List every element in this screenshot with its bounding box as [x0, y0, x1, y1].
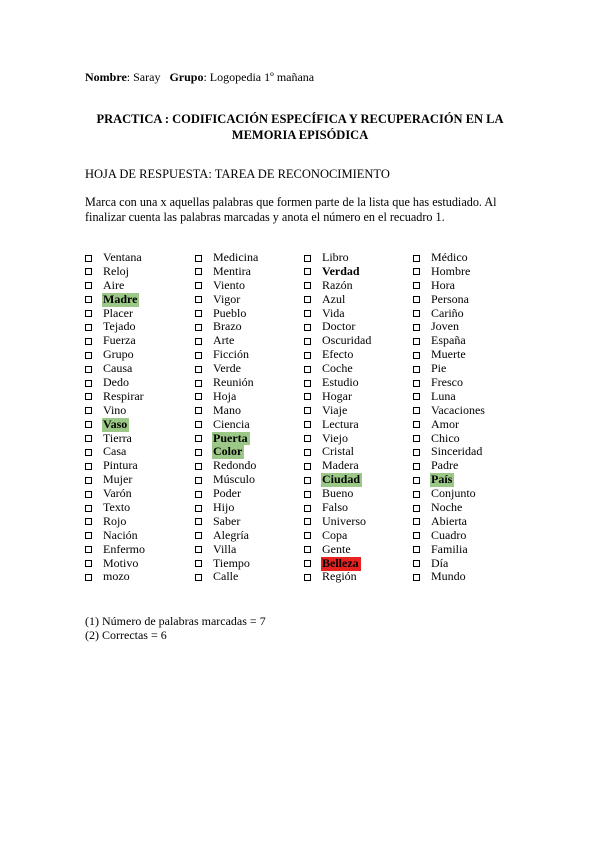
- checkbox[interactable]: [85, 546, 92, 553]
- word-label: Enfermo: [103, 541, 145, 556]
- word-label: Pie: [431, 361, 447, 376]
- word-label: Vida: [322, 305, 345, 320]
- word-label: Reloj: [103, 263, 129, 278]
- word-label: Puerta: [213, 430, 248, 445]
- checkbox[interactable]: [304, 560, 311, 567]
- word-label: Doctor: [322, 319, 356, 334]
- word-label: Pueblo: [213, 305, 247, 320]
- checkbox[interactable]: [85, 449, 92, 456]
- word-label: España: [431, 333, 466, 348]
- checkbox[interactable]: [195, 449, 202, 456]
- word-label: Médico: [431, 250, 468, 264]
- answer-sheet-subtitle: HOJA DE RESPUESTA: TAREA DE RECONOCIMIENTO: [85, 167, 390, 181]
- word-label: Sinceridad: [431, 444, 483, 459]
- checkbox[interactable]: [85, 352, 92, 359]
- checkbox[interactable]: [195, 296, 202, 303]
- word-label: Ciudad: [322, 472, 361, 487]
- checkbox[interactable]: [304, 477, 311, 484]
- word-label: Cariño: [431, 305, 464, 320]
- word-label: Conjunto: [431, 486, 476, 501]
- checkbox[interactable]: [413, 268, 420, 275]
- word-label: Libro: [322, 250, 349, 264]
- checkbox[interactable]: [304, 338, 311, 345]
- word-label: Poder: [213, 486, 241, 501]
- word-label: Placer: [103, 305, 133, 320]
- word-label: Viejo: [322, 430, 348, 445]
- name-label: Nombre: [85, 70, 127, 84]
- checkbox[interactable]: [413, 421, 420, 428]
- checkbox[interactable]: [413, 407, 420, 414]
- word-label: Hoja: [213, 388, 237, 403]
- checkbox[interactable]: [195, 532, 202, 539]
- checkbox[interactable]: [304, 380, 311, 387]
- word-label: Día: [431, 555, 449, 570]
- word-label: Tierra: [103, 430, 132, 445]
- word-label: Motivo: [103, 555, 139, 570]
- word-label: Tejado: [103, 319, 136, 334]
- checkbox[interactable]: [304, 296, 311, 303]
- checkbox[interactable]: [85, 574, 92, 581]
- word-label: Familia: [431, 541, 468, 556]
- checkbox[interactable]: [304, 393, 311, 400]
- word-label: Verde: [213, 361, 241, 376]
- results-block: [85, 614, 266, 642]
- checkbox[interactable]: [195, 407, 202, 414]
- word-label: Viaje: [322, 402, 348, 417]
- group-label: Grupo: [169, 70, 204, 84]
- word-label: Gente: [322, 541, 351, 556]
- correct-count-line: (2) Correctas = 6: [85, 628, 167, 642]
- word-label: Mujer: [103, 472, 133, 487]
- checkbox[interactable]: [413, 324, 420, 331]
- checkbox[interactable]: [413, 380, 420, 387]
- checkbox[interactable]: [85, 366, 92, 373]
- word-label: Saber: [213, 513, 241, 528]
- checkbox[interactable]: [304, 505, 311, 512]
- checkbox[interactable]: [413, 310, 420, 317]
- checkbox[interactable]: [304, 282, 311, 289]
- checkbox[interactable]: [85, 324, 92, 331]
- checkbox[interactable]: [85, 255, 92, 262]
- word-label: Fuerza: [103, 333, 136, 348]
- checkbox[interactable]: [85, 393, 92, 400]
- word-label: Mentira: [213, 263, 251, 278]
- checkbox[interactable]: [413, 518, 420, 525]
- word-label: Oscuridad: [322, 333, 372, 348]
- checkbox[interactable]: [304, 518, 311, 525]
- word-label: Músculo: [213, 472, 255, 487]
- word-label: Verdad: [322, 263, 360, 278]
- checkbox[interactable]: [85, 296, 92, 303]
- word-label: Vacaciones: [431, 402, 485, 417]
- checkbox[interactable]: [85, 505, 92, 512]
- word-label: mozo: [103, 569, 130, 584]
- marked-count-line: (1) Número de palabras marcadas = 7: [85, 614, 266, 628]
- header-line: [85, 70, 314, 85]
- checkbox[interactable]: [413, 255, 420, 262]
- word-label: Amor: [431, 416, 459, 431]
- checkbox[interactable]: [304, 310, 311, 317]
- word-label: Redondo: [213, 458, 257, 473]
- word-label: Chico: [431, 430, 460, 445]
- word-label: Copa: [322, 527, 348, 542]
- checkbox[interactable]: [413, 546, 420, 553]
- checkbox[interactable]: [304, 574, 311, 581]
- checkbox[interactable]: [304, 463, 311, 470]
- checkbox[interactable]: [85, 477, 92, 484]
- checkbox[interactable]: [413, 296, 420, 303]
- word-label: Noche: [431, 500, 463, 515]
- word-label: Dedo: [103, 375, 129, 390]
- word-label: Pintura: [103, 458, 138, 473]
- word-label: Alegría: [213, 527, 249, 542]
- word-label: País: [431, 472, 453, 487]
- checkbox[interactable]: [195, 310, 202, 317]
- checkbox[interactable]: [195, 435, 202, 442]
- checkbox[interactable]: [195, 505, 202, 512]
- checkbox[interactable]: [85, 435, 92, 442]
- checkbox[interactable]: [304, 352, 311, 359]
- checkbox[interactable]: [413, 491, 420, 498]
- checkbox[interactable]: [304, 491, 311, 498]
- checkbox[interactable]: [304, 366, 311, 373]
- word-label: Nación: [103, 527, 138, 542]
- checkbox[interactable]: [304, 407, 311, 414]
- checkbox[interactable]: [195, 560, 202, 567]
- checkbox[interactable]: [413, 463, 420, 470]
- word-label: Hora: [431, 277, 455, 292]
- checkbox[interactable]: [85, 380, 92, 387]
- checkbox[interactable]: [85, 310, 92, 317]
- checkbox[interactable]: [413, 449, 420, 456]
- checkbox[interactable]: [195, 518, 202, 525]
- checkbox[interactable]: [195, 282, 202, 289]
- checkbox[interactable]: [413, 477, 420, 484]
- checkbox[interactable]: [304, 421, 311, 428]
- checkbox[interactable]: [85, 282, 92, 289]
- word-label: Calle: [213, 569, 239, 584]
- word-label: Rojo: [103, 513, 127, 528]
- word-label: Bueno: [322, 486, 354, 501]
- word-label: Estudio: [322, 375, 359, 390]
- word-label: Aire: [103, 277, 125, 292]
- checkbox[interactable]: [195, 393, 202, 400]
- word-label: Villa: [213, 541, 237, 556]
- word-label: Hombre: [431, 263, 471, 278]
- word-label: Azul: [322, 291, 346, 306]
- checkbox[interactable]: [195, 463, 202, 470]
- word-label: Mano: [213, 402, 241, 417]
- document-title: PRACTICA : CODIFICACIÓN ESPECÍFICA Y RECUPERACIÓN EN LA MEMORIA EPISÓDICA: [96, 112, 504, 142]
- checkbox[interactable]: [413, 338, 420, 345]
- word-label: Madera: [322, 458, 359, 473]
- checkbox[interactable]: [85, 560, 92, 567]
- word-label: Joven: [431, 319, 459, 334]
- checkbox[interactable]: [195, 546, 202, 553]
- word-label: Luna: [431, 388, 456, 403]
- checkbox[interactable]: [413, 352, 420, 359]
- checkbox[interactable]: [85, 518, 92, 525]
- word-label: Causa: [103, 361, 133, 376]
- checkbox[interactable]: [304, 449, 311, 456]
- word-label: Casa: [103, 444, 127, 459]
- checkbox[interactable]: [413, 435, 420, 442]
- checkbox[interactable]: [304, 255, 311, 262]
- checkbox[interactable]: [85, 532, 92, 539]
- word-label: Texto: [103, 500, 131, 515]
- checkbox[interactable]: [85, 268, 92, 275]
- instructions-paragraph: Marca con una x aquellas palabras que formen parte de la lista que has estudiado. Al finalizar cuenta las palabras marcadas y anota el número en el recuadro 1.: [85, 195, 497, 224]
- word-label: Vigor: [213, 291, 241, 306]
- word-label: Mundo: [431, 569, 466, 584]
- word-label: Cristal: [322, 444, 354, 459]
- word-label: Vaso: [103, 416, 128, 431]
- word-label: Persona: [431, 291, 469, 306]
- word-label: Viento: [213, 277, 245, 292]
- word-label: Cuadro: [431, 527, 467, 542]
- word-label: Brazo: [213, 319, 242, 334]
- word-label: Padre: [431, 458, 459, 473]
- group-value: : Logopedia 1º mañana: [203, 70, 315, 84]
- checkbox[interactable]: [413, 282, 420, 289]
- checkbox[interactable]: [413, 505, 420, 512]
- checkbox[interactable]: [85, 407, 92, 414]
- checkbox[interactable]: [413, 393, 420, 400]
- checkbox[interactable]: [195, 338, 202, 345]
- word-label: Coche: [322, 361, 353, 376]
- checkbox[interactable]: [304, 324, 311, 331]
- word-label: Vino: [103, 402, 127, 417]
- word-label: Hijo: [213, 500, 235, 515]
- word-label: Arte: [213, 333, 235, 348]
- word-label: Falso: [322, 500, 349, 515]
- word-label: Tiempo: [213, 555, 250, 570]
- checkbox[interactable]: [413, 532, 420, 539]
- word-label: Ciencia: [213, 416, 250, 431]
- word-label: Varón: [103, 486, 132, 501]
- checkbox[interactable]: [195, 255, 202, 262]
- checkbox[interactable]: [85, 421, 92, 428]
- checkbox[interactable]: [85, 491, 92, 498]
- word-label: Respirar: [103, 388, 144, 403]
- word-label: Abierta: [431, 513, 467, 528]
- word-label: Lectura: [322, 416, 359, 431]
- word-label: Efecto: [322, 347, 354, 362]
- word-label: Fresco: [431, 375, 463, 390]
- checkbox[interactable]: [85, 463, 92, 470]
- word-label: Color: [213, 444, 243, 459]
- checkbox[interactable]: [304, 532, 311, 539]
- word-label: Hogar: [322, 388, 352, 403]
- checkbox[interactable]: [195, 366, 202, 373]
- word-label: Ventana: [103, 250, 142, 264]
- checkbox[interactable]: [413, 366, 420, 373]
- checkbox[interactable]: [195, 352, 202, 359]
- checkbox[interactable]: [413, 560, 420, 567]
- checkbox[interactable]: [85, 338, 92, 345]
- word-label: Razón: [322, 277, 353, 292]
- checkbox[interactable]: [195, 421, 202, 428]
- checkbox[interactable]: [195, 491, 202, 498]
- checkbox[interactable]: [195, 324, 202, 331]
- word-label: Medicina: [213, 250, 259, 264]
- word-label: Belleza: [322, 555, 359, 570]
- checkbox[interactable]: [413, 574, 420, 581]
- checkbox[interactable]: [304, 268, 311, 275]
- word-label: Grupo: [103, 347, 134, 362]
- word-label: Madre: [103, 291, 138, 306]
- word-label: Reunión: [213, 375, 254, 390]
- checkbox[interactable]: [304, 546, 311, 553]
- checkbox[interactable]: [195, 380, 202, 387]
- checkbox[interactable]: [195, 268, 202, 275]
- checkbox[interactable]: [304, 435, 311, 442]
- checkbox[interactable]: [195, 477, 202, 484]
- word-label: Universo: [322, 513, 366, 528]
- name-value: : Saray: [126, 70, 161, 84]
- checkbox[interactable]: [195, 574, 202, 581]
- word-label: Región: [322, 569, 357, 584]
- word-label: Ficción: [213, 347, 249, 362]
- word-label: Muerte: [431, 347, 466, 362]
